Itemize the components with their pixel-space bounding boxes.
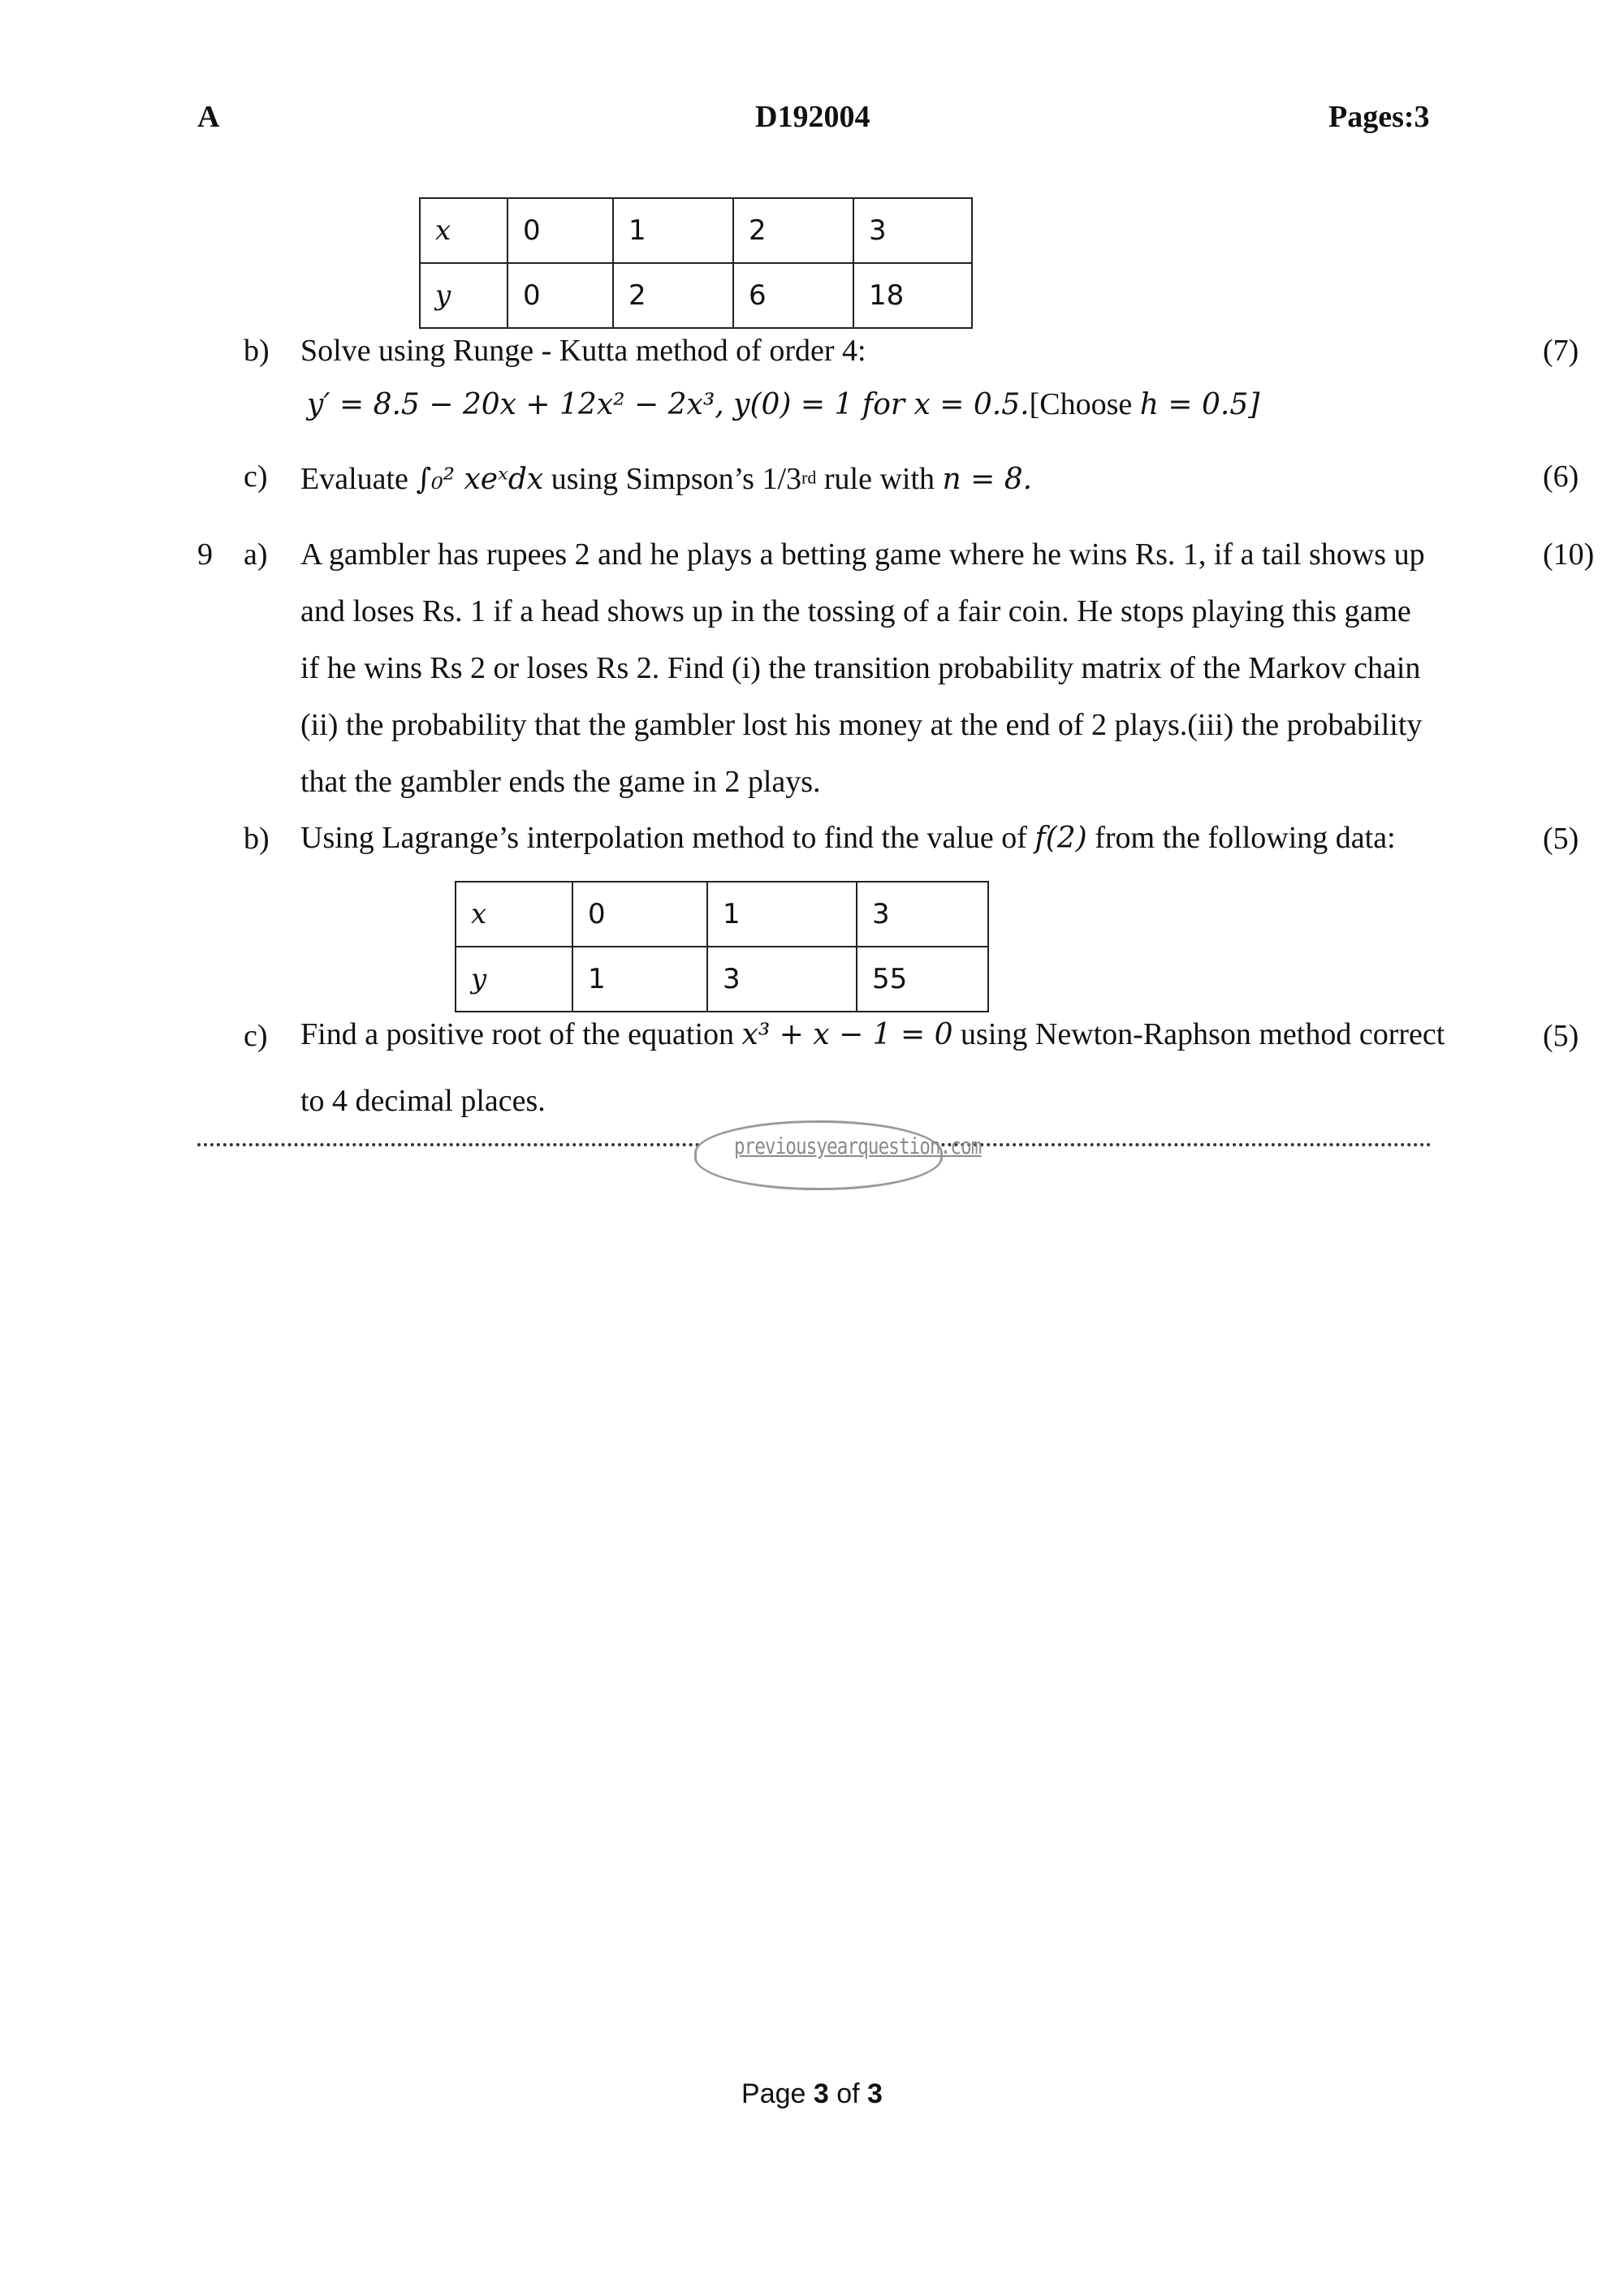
table-cell: 55 xyxy=(857,947,988,1012)
table-cell: 0 xyxy=(572,882,707,947)
paper-code: D192004 xyxy=(755,100,870,134)
paragraph-line: if he wins Rs 2 or loses Rs 2. Find (i) the transition probability matrix of the Markov chain xyxy=(300,651,1421,685)
marks: (10) xyxy=(1543,537,1595,572)
text-part: Using Lagrange’s interpolation method to find the value of xyxy=(300,821,1035,855)
question-label: c) xyxy=(244,460,268,494)
table-cell: 6 xyxy=(733,263,853,328)
question-text xyxy=(300,463,1032,496)
paragraph-line: that the gambler ends the game in 2 plays. xyxy=(300,765,821,799)
table-cell: 0 xyxy=(508,263,613,328)
table-cell: 1 xyxy=(572,947,707,1012)
marks: (5) xyxy=(1543,1019,1579,1053)
set-code: A xyxy=(197,100,220,134)
text-part: using Newton-Raphson method correct xyxy=(952,1017,1445,1051)
table-cell: y xyxy=(420,263,508,328)
text-part: Find a positive root of the equation xyxy=(300,1017,742,1051)
equation: x³ + x − 1 = 0 xyxy=(741,1018,953,1051)
table-row xyxy=(456,947,988,1012)
question-text xyxy=(300,822,1396,855)
current-page: 3 xyxy=(813,2078,829,2109)
text-part: Evaluate xyxy=(300,462,417,496)
page-footer xyxy=(0,2078,1624,2110)
integral: ∫₀² xeˣdx xyxy=(416,463,544,496)
question-number: 9 xyxy=(197,537,213,572)
runge-kutta-equation xyxy=(307,388,1259,421)
table-cell: x xyxy=(420,198,508,263)
marks: (6) xyxy=(1543,460,1579,494)
table-cell: 0 xyxy=(508,198,613,263)
table-cell: 3 xyxy=(857,882,988,947)
question-label: b) xyxy=(244,822,270,856)
table-row xyxy=(420,263,972,328)
question-text: Solve using Runge - Kutta method of order 4: xyxy=(300,334,866,368)
table-cell: 1 xyxy=(707,882,857,947)
interval-count: n = 8. xyxy=(942,463,1033,496)
marks: (7) xyxy=(1543,334,1579,368)
data-table-2 xyxy=(455,881,989,1012)
paragraph-line: and loses Rs. 1 if a head shows up in the tossing of a fair coin. He stops playing this game xyxy=(300,594,1411,628)
paragraph-line: A gambler has rupees 2 and he plays a betting game where he wins Rs. 1, if a tail shows up xyxy=(300,537,1425,572)
table-cell: 2 xyxy=(613,263,733,328)
table-cell: 2 xyxy=(733,198,853,263)
choose-text: [Choose xyxy=(1029,387,1140,421)
page-count: Pages:3 xyxy=(1328,100,1430,134)
table-cell: 3 xyxy=(853,198,972,263)
text-part: from the following data: xyxy=(1086,821,1396,855)
table-cell: 18 xyxy=(853,263,972,328)
footer-text: of xyxy=(828,2078,868,2109)
data-table-1 xyxy=(419,197,973,329)
table-row xyxy=(420,198,972,263)
question-text xyxy=(300,1018,1445,1051)
marks: (5) xyxy=(1543,822,1579,856)
table-cell: 1 xyxy=(613,198,733,263)
equation: y′ = 8.5 − 20x + 12x² − 2x³, y(0) = 1 for x = 0.5. xyxy=(307,388,1030,421)
superscript: rd xyxy=(801,467,817,488)
question-label: c) xyxy=(244,1019,268,1053)
table-cell: 3 xyxy=(707,947,857,1012)
watermark-stamp xyxy=(694,1120,982,1190)
text-part: rule with xyxy=(816,462,943,496)
function-value: f(2) xyxy=(1034,822,1087,855)
watermark-text: previousyearquestion.com xyxy=(734,1133,982,1159)
total-pages: 3 xyxy=(867,2078,883,2109)
table-cell: y xyxy=(456,947,572,1012)
question-label: a) xyxy=(244,537,268,572)
text-part: using Simpson’s 1/3 xyxy=(543,462,802,496)
table-row xyxy=(456,882,988,947)
paragraph-line: (ii) the probability that the gambler lost his money at the end of 2 plays.(iii) the probability xyxy=(300,708,1423,742)
table-cell: x xyxy=(456,882,572,947)
footer-text: Page xyxy=(741,2078,814,2109)
paragraph-line: to 4 decimal places. xyxy=(300,1084,546,1118)
question-label: b) xyxy=(244,334,270,368)
step-size: h = 0.5] xyxy=(1139,388,1260,421)
